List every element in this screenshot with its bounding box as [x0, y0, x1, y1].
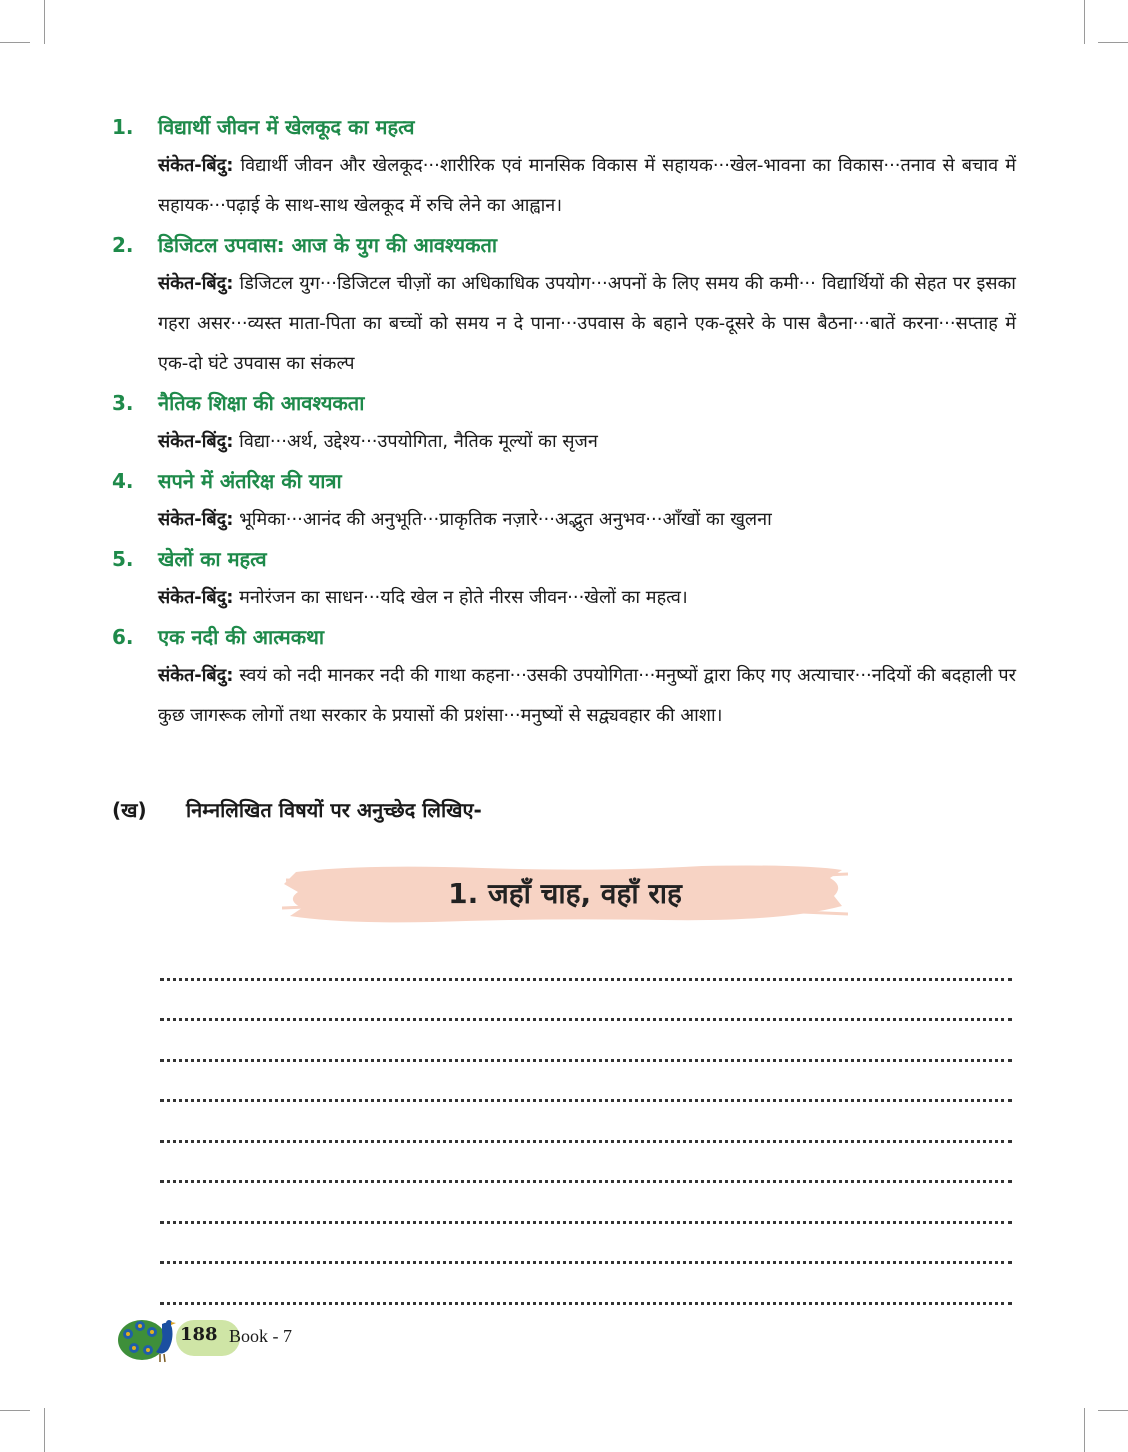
hint-label: संकेत-बिंदु: [158, 509, 234, 530]
topic-heading [112, 462, 1016, 500]
topic-number: 4. [112, 469, 134, 493]
writing-area[interactable] [160, 940, 1012, 1305]
topic-number: 2. [112, 233, 134, 257]
crop-mark [1084, 1408, 1085, 1452]
topic-hints [158, 656, 1016, 736]
writing-line[interactable] [160, 1264, 1012, 1305]
topic-heading [112, 618, 1016, 656]
essay-topic-list [112, 108, 1016, 736]
topic-title: विद्यार्थी जीवन में खेलकूद का महत्व [158, 115, 415, 139]
hint-label: संकेत-बिंदु: [158, 273, 234, 294]
peacock-icon [116, 1310, 186, 1366]
writing-line[interactable] [160, 1143, 1012, 1184]
topic-number: 1. [112, 115, 134, 139]
topic-heading [112, 226, 1016, 264]
topic-item [112, 540, 1016, 618]
topic-heading [112, 384, 1016, 422]
writing-line[interactable] [160, 981, 1012, 1022]
hint-label: संकेत-बिंदु: [158, 431, 234, 452]
topic-number: 3. [112, 391, 134, 415]
crop-mark [0, 1410, 30, 1411]
topic-heading [112, 540, 1016, 578]
writing-line[interactable] [160, 1183, 1012, 1224]
paragraph-title: 1. जहाँ चाह, वहाँ राह [448, 877, 682, 910]
book-title: Book - 7 [229, 1326, 292, 1346]
topic-title: सपने में अंतरिक्ष की यात्रा [158, 469, 342, 493]
crop-mark [1098, 42, 1128, 43]
topic-hints [158, 578, 1016, 618]
topic-hints [158, 146, 1016, 226]
writing-line[interactable] [160, 1224, 1012, 1265]
crop-mark [44, 1408, 45, 1452]
topic-number: 6. [112, 625, 134, 649]
page-number: 188 [180, 1324, 218, 1345]
topic-item [112, 462, 1016, 540]
topic-hints [158, 264, 1016, 384]
topic-item [112, 384, 1016, 462]
writing-line[interactable] [160, 940, 1012, 981]
topic-hints [158, 500, 1016, 540]
topic-title: एक नदी की आत्मकथा [158, 625, 325, 649]
topic-item [112, 226, 1016, 384]
crop-mark [1098, 1410, 1128, 1411]
topic-hints [158, 422, 1016, 462]
topic-heading [112, 108, 1016, 146]
topic-number: 5. [112, 547, 134, 571]
writing-line[interactable] [160, 1021, 1012, 1062]
crop-mark [44, 0, 45, 44]
crop-mark [1084, 0, 1085, 44]
hint-text: डिजिटल युग···डिजिटल चीज़ों का अधिकाधिक उपयोग···अपनों के लिए समय की कमी··· विद्यार्थियों की सेहत पर इसका गहरा असर···व्यस्त माता-पिता का बच्चों को समय न दे पाना···उपवास के बहाने एक-दूसरे के पास बैठना···बातें करना···सप्ताह में एक-दो घंटे उपवास का संकल्प [158, 273, 1016, 374]
writing-line[interactable] [160, 1062, 1012, 1103]
crop-mark [0, 42, 30, 43]
hint-text: भूमिका···आनंद की अनुभूति···प्राकृतिक नज़ारे···अद्भुत अनुभव···आँखों का खुलना [239, 509, 772, 530]
hint-label: संकेत-बिंदु: [158, 155, 234, 176]
hint-label: संकेत-बिंदु: [158, 587, 234, 608]
hint-text: विद्या···अर्थ, उद्देश्य···उपयोगिता, नैतिक मूल्यों का सृजन [239, 431, 598, 452]
paragraph-title-banner [282, 862, 848, 926]
section-tag: (ख) [112, 798, 147, 822]
topic-title: डिजिटल उपवास: आज के युग की आवश्यकता [158, 233, 498, 257]
page-footer [116, 1310, 376, 1370]
writing-line[interactable] [160, 1102, 1012, 1143]
topic-item [112, 108, 1016, 226]
section-instruction: निम्नलिखित विषयों पर अनुच्छेद लिखिए- [186, 798, 482, 822]
topic-item [112, 618, 1016, 736]
section-b-instruction [112, 796, 482, 823]
topic-title: खेलों का महत्व [158, 547, 267, 571]
hint-label: संकेत-बिंदु: [158, 665, 234, 686]
hint-text: मनोरंजन का साधन···यदि खेल न होते नीरस जीवन···खेलों का महत्व। [239, 587, 688, 608]
topic-title: नैतिक शिक्षा की आवश्यकता [158, 391, 365, 415]
hint-text: विद्यार्थी जीवन और खेलकूद···शारीरिक एवं मानसिक विकास में सहायक···खेल-भावना का विकास···तनाव से बचाव में सहायक···पढ़ाई के साथ-साथ खेलकूद में रुचि लेने का आह्वान। [158, 155, 1016, 216]
hint-text: स्वयं को नदी मानकर नदी की गाथा कहना···उसकी उपयोगिता···मनुष्यों द्वारा किए गए अत्याचार···नदियों की बदहाली पर कुछ जागरूक लोगों तथा सरकार के प्रयासों की प्रशंसा···मनुष्यों से सद्व्यवहार की आशा। [158, 665, 1016, 726]
